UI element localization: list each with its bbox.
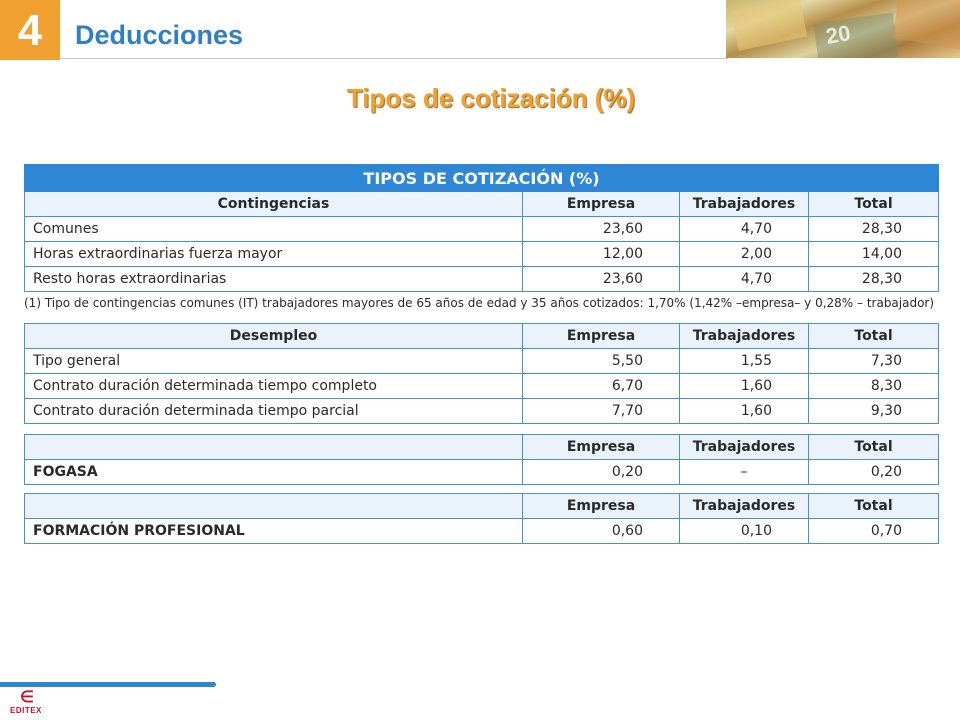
trabajadores-cell: 1,55 <box>680 349 809 374</box>
column-header: Total <box>809 192 939 217</box>
footnote: (1) Tipo de contingencias comunes (IT) trabajadores mayores de 65 años de edad y 35 años cotizados: 1,70% (1,42% –empresa– y 0,28% – trabajador) <box>24 296 935 310</box>
footer-bar <box>0 682 216 687</box>
column-header: Empresa <box>523 435 680 460</box>
formacion-table <box>24 493 939 544</box>
column-header <box>25 494 523 519</box>
header-divider <box>60 58 728 59</box>
banknote-denomination: 20 <box>823 20 853 49</box>
table-row <box>25 399 939 424</box>
row-label: Contrato duración determinada tiempo completo <box>25 374 523 399</box>
empresa-cell: 23,60 <box>523 267 680 292</box>
column-header: Trabajadores <box>680 192 809 217</box>
row-label: Horas extraordinarias fuerza mayor <box>25 242 523 267</box>
desempleo-table <box>24 323 939 424</box>
total-cell: 28,30 <box>809 267 939 292</box>
banknotes-image <box>726 0 960 58</box>
column-header: Trabajadores <box>680 494 809 519</box>
trabajadores-cell: – <box>680 460 809 485</box>
contingencias-table <box>24 164 939 292</box>
table-title-row <box>25 165 939 192</box>
total-cell: 14,00 <box>809 242 939 267</box>
total-cell: 28,30 <box>809 217 939 242</box>
trabajadores-cell: 4,70 <box>680 217 809 242</box>
table-title: TIPOS DE COTIZACIÓN (%) <box>25 165 939 192</box>
fogasa-table <box>24 434 939 485</box>
column-header: Empresa <box>523 192 680 217</box>
table-row <box>25 460 939 485</box>
chapter-number: 4 <box>0 0 60 60</box>
column-header: Desempleo <box>25 324 523 349</box>
column-header <box>25 435 523 460</box>
empresa-cell: 5,50 <box>523 349 680 374</box>
editex-logo <box>10 690 50 718</box>
table-row <box>25 519 939 544</box>
trabajadores-cell: 1,60 <box>680 374 809 399</box>
table-row <box>25 242 939 267</box>
table-header-row <box>25 494 939 519</box>
column-header: Contingencias <box>25 192 523 217</box>
table-header-row <box>25 192 939 217</box>
trabajadores-cell: 0,10 <box>680 519 809 544</box>
table-row <box>25 267 939 292</box>
row-label: Tipo general <box>25 349 523 374</box>
column-header: Total <box>809 435 939 460</box>
trabajadores-cell: 2,00 <box>680 242 809 267</box>
empresa-cell: 23,60 <box>523 217 680 242</box>
total-cell: 9,30 <box>809 399 939 424</box>
table-header-row <box>25 324 939 349</box>
slide-subtitle: Tipos de cotización (%) <box>346 83 636 113</box>
total-cell: 8,30 <box>809 374 939 399</box>
row-label: Resto horas extraordinarias <box>25 267 523 292</box>
row-label: Comunes <box>25 217 523 242</box>
table-row <box>25 374 939 399</box>
total-cell: 7,30 <box>809 349 939 374</box>
table-row <box>25 217 939 242</box>
trabajadores-cell: 1,60 <box>680 399 809 424</box>
empresa-cell: 6,70 <box>523 374 680 399</box>
banknote-shape <box>892 0 960 50</box>
row-label: Contrato duración determinada tiempo parcial <box>25 399 523 424</box>
column-header: Total <box>809 324 939 349</box>
editex-logo-icon: ∈ <box>20 689 34 706</box>
empresa-cell: 0,60 <box>523 519 680 544</box>
column-header: Total <box>809 494 939 519</box>
banknote-shape <box>731 0 808 51</box>
editex-logo-text: EDITEX <box>10 706 42 715</box>
column-header: Trabajadores <box>680 435 809 460</box>
page-title: Deducciones <box>75 20 244 50</box>
row-label: FOGASA <box>25 460 523 485</box>
total-cell: 0,20 <box>809 460 939 485</box>
table-header-row <box>25 435 939 460</box>
empresa-cell: 12,00 <box>523 242 680 267</box>
total-cell: 0,70 <box>809 519 939 544</box>
table-row <box>25 349 939 374</box>
row-label: FORMACIÓN PROFESIONAL <box>25 519 523 544</box>
column-header: Empresa <box>523 494 680 519</box>
column-header: Empresa <box>523 324 680 349</box>
empresa-cell: 0,20 <box>523 460 680 485</box>
trabajadores-cell: 4,70 <box>680 267 809 292</box>
column-header: Trabajadores <box>680 324 809 349</box>
empresa-cell: 7,70 <box>523 399 680 424</box>
